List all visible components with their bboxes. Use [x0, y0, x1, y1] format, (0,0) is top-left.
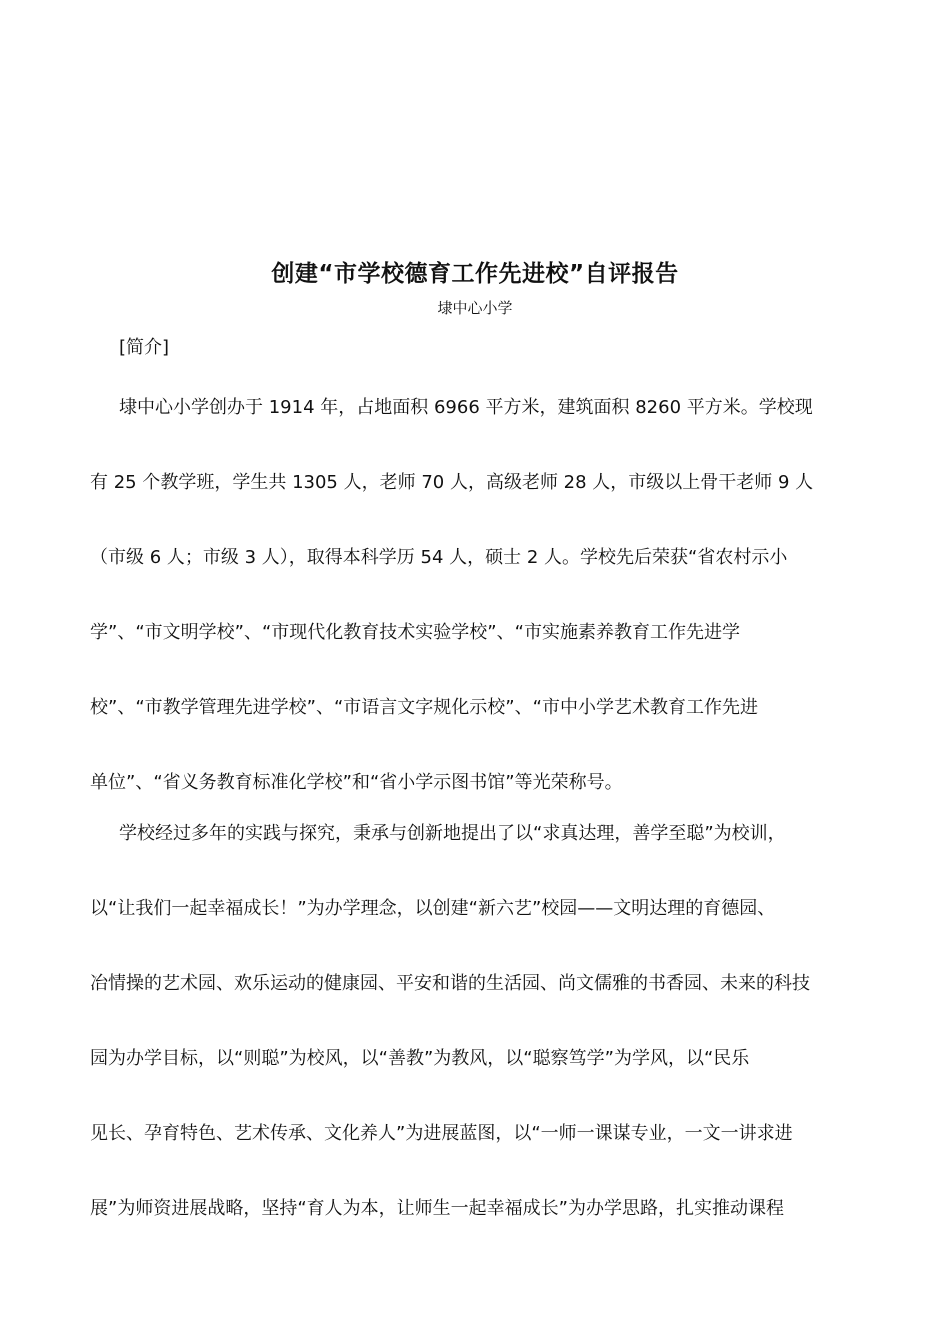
paragraph-line: （市级 6 人；市级 3 人），取得本科学历 54 人，硕士 2 人。学校先后荣获“省农村示小 — [90, 547, 788, 568]
paragraph-intro — [90, 388, 860, 838]
paragraph-line: 冶情操的艺术园、欢乐运动的健康园、平安和谐的生活园、尚文儒雅的书香园、未来的科技 — [90, 973, 810, 994]
paragraph-philosophy — [90, 814, 860, 1264]
section-label: [简介] — [119, 337, 170, 358]
paragraph-line: 展”为师资进展战略，坚持“育人为本，让师生一起幸福成长”为办学思路，扎实推动课程 — [90, 1198, 784, 1219]
paragraph-line: 园为办学目标，以“则聪”为校风，以“善教”为教风，以“聪察笃学”为学风，以“民乐 — [90, 1048, 750, 1069]
document-title: 创建“市学校德育工作先进校”自评报告 — [271, 261, 679, 287]
paragraph-line: 埭中心小学创办于 1914 年，占地面积 6966 平方米，建筑面积 8260 平方米。学校现 — [119, 397, 813, 418]
paragraph-line: 学校经过多年的实践与探究，秉承与创新地提出了以“求真达理，善学至聪”为校训， — [119, 823, 786, 844]
paragraph-line: 见长、孕育特色、艺术传承、文化养人”为进展蓝图，以“一师一课谋专业，一文一讲求进 — [90, 1123, 793, 1144]
document-author: 埭中心小学 — [437, 299, 513, 317]
paragraph-line: 以“让我们一起幸福成长！”为办学理念，以创建“新六艺”校园——文明达理的育德园、 — [90, 898, 776, 919]
paragraph-line: 有 25 个教学班，学生共 1305 人，老师 70 人，高级老师 28 人，市级以上骨干老师 9 人 — [90, 472, 814, 493]
paragraph-line: 单位”、“省义务教育标准化学校”和“省小学示图书馆”等光荣称号。 — [90, 772, 623, 793]
paragraph-line: 校”、“市教学管理先进学校”、“市语言文字规化示校”、“市中小学艺术教育工作先进 — [90, 697, 758, 718]
paragraph-line: 学”、“市文明学校”、“市现代化教育技术实验学校”、“市实施素养教育工作先进学 — [90, 622, 740, 643]
